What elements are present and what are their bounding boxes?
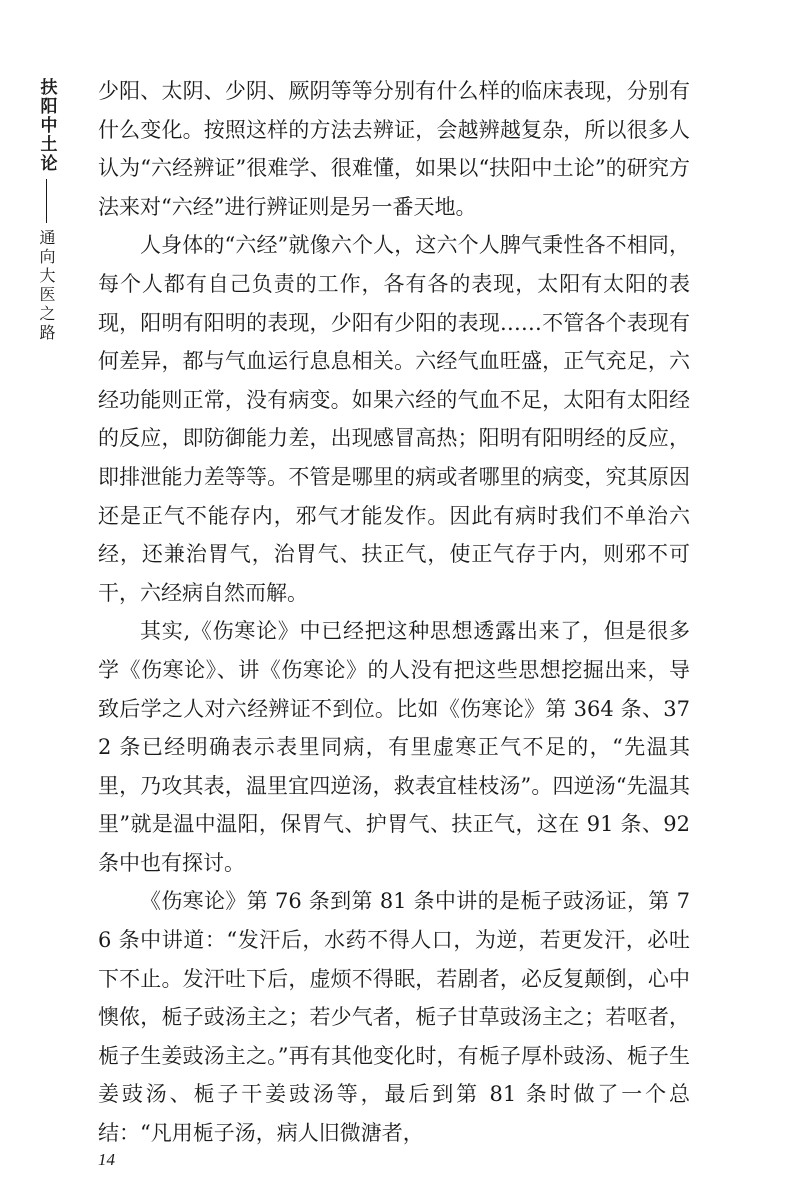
book-subtitle: 通向大医之路	[37, 229, 56, 343]
paragraph-3: 其实,《伤寒论》中已经把这种思想透露出来了，但是很多学《伤寒论》、讲《伤寒论》的人没有把这些思想挖掘出来，导致后学之人对六经辨证不到位。比如《伤寒论》第 364 条、372 条已经明确表示表里同病，有里虚寒正气不足的，“先温其里，乃攻其表，温里宜四逆汤，救表宜桂枝汤”。四逆汤“先温其里”就是温中温阳，保胃气、护胃气、扶正气，这在 91 条、92 条中也有探讨。	[98, 619, 690, 875]
running-header	[28, 78, 64, 343]
paragraph-1: 少阳、太阴、少阴、厥阴等等分别有什么样的临床表现，分别有什么变化。按照这样的方法去辨证，会越辨越复杂，所以很多人认为“六经辨证”很难学、很难懂，如果以“扶阳中土论”的研究方法来对“六经”进行辨证则是另一番天地。	[98, 79, 690, 219]
book-title: 扶阳中土论	[36, 78, 57, 173]
page-body	[98, 72, 690, 1153]
paragraph-4: 《伤寒论》第 76 条到第 81 条中讲的是栀子豉汤证，第 76 条中讲道：“发汗后，水药不得人口，为逆，若更发汗，必吐下不止。发汗吐下后，虚烦不得眠，若剧者，必反复颠倒，心中懊侬，栀子豉汤主之；若少气者，栀子甘草豉汤主之；若呕者，栀子生姜豉汤主之。”再有其他变化时，有栀子厚朴豉汤、栀子生姜豉汤、栀子干姜豉汤等，最后到第 81 条时做了一个总结：“凡用栀子汤，病人旧微溏者，	[98, 889, 690, 1146]
paragraph-2: 人身体的“六经”就像六个人，这六个人脾气秉性各不相同，每个人都有自己负责的工作，各有各的表现，太阳有太阳的表现，阳明有阳明的表现，少阳有少阳的表现……不管各个表现有何差异，都与气血运行息息相关。六经气血旺盛，正气充足，六经功能则正常，没有病变。如果六经的气血不足，太阳有太阳经的反应，即防御能力差，出现感冒高热；阳明有阳明经的反应，即排泄能力差等等。不管是哪里的病或者哪里的病变，究其原因还是正气不能存内，邪气才能发作。因此有病时我们不单治六经，还兼治胃气，治胃气、扶正气，使正气存于内，则邪不可干，六经病自然而解。	[98, 233, 690, 605]
page-number: 14	[98, 1150, 115, 1169]
title-dash	[46, 179, 47, 223]
